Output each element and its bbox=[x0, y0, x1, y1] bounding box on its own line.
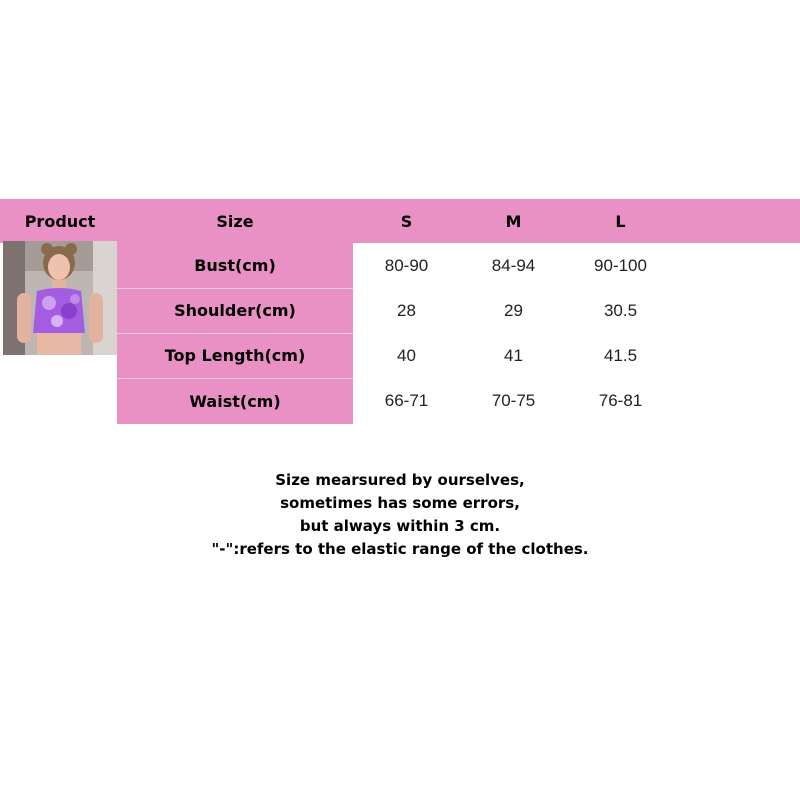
value-bust-m: 84-94 bbox=[491, 255, 536, 275]
measurement-note-line-3: but always within 3 cm. bbox=[299, 517, 501, 535]
header-size: Size bbox=[216, 211, 254, 231]
value-waist-m: 70-75 bbox=[491, 391, 536, 410]
product-photo bbox=[3, 241, 117, 355]
value-top-length-s: 40 bbox=[397, 345, 416, 365]
value-waist-l: 76-81 bbox=[598, 391, 643, 410]
header-size-m: M bbox=[505, 211, 522, 231]
row-label-waist: Waist(cm) bbox=[189, 391, 281, 411]
row-label-shoulder: Shoulder(cm) bbox=[174, 301, 296, 320]
product-photo-icon bbox=[3, 241, 117, 355]
header-product: Product bbox=[24, 211, 96, 231]
value-bust-s: 80-90 bbox=[384, 255, 429, 275]
value-top-length-l: 41.5 bbox=[603, 345, 638, 365]
value-waist-s: 66-71 bbox=[384, 391, 429, 410]
value-shoulder-s: 28 bbox=[397, 300, 416, 320]
value-bust-l: 90-100 bbox=[594, 255, 647, 275]
header-size-s: S bbox=[400, 211, 413, 231]
value-shoulder-l: 30.5 bbox=[603, 300, 638, 320]
row-label-bust: Bust(cm) bbox=[194, 256, 276, 275]
value-shoulder-m: 29 bbox=[504, 300, 523, 320]
row-label-top-length: Top Length(cm) bbox=[164, 346, 306, 365]
header-size-l: L bbox=[615, 211, 626, 231]
measurement-note-line-4: "-":refers to the elastic range of the clothes. bbox=[211, 540, 589, 558]
measurement-note-line-2: sometimes has some errors, bbox=[280, 494, 520, 512]
value-top-length-m: 41 bbox=[504, 345, 523, 365]
measurement-note-line-1: Size mearsured by ourselves, bbox=[275, 471, 525, 489]
